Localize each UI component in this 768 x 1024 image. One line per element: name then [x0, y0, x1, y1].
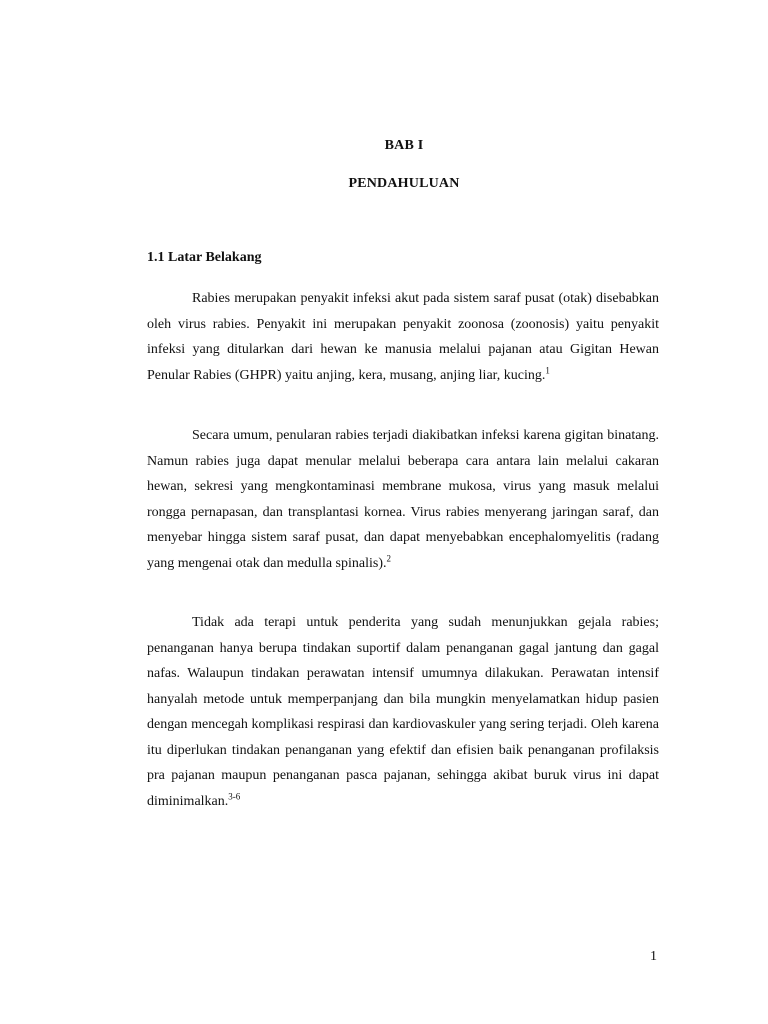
citation-1: 1: [545, 364, 550, 375]
paragraph-2-text: Secara umum, penularan rabies terjadi diakibatkan infeksi karena gigitan binatang. Namun rabies juga dapat menular melalui beberapa cara antara lain melalui cakaran hewan, sekresi yang mengkontaminasi membrane mukosa, virus yang masuk melalui rongga pernapasan, dan transplantasi kornea. Virus rabies menyerang jaringan saraf, dan menyebar hingga sistem saraf pusat, dan dapat menyebabkan encephalomyelitis (radang yang mengenai otak dan medulla spinalis).: [147, 428, 659, 571]
chapter-title: PENDAHULUAN: [348, 176, 460, 191]
paragraph-1-text: Rabies merupakan penyakit infeksi akut pada sistem saraf pusat (otak) disebabkan oleh virus rabies. Penyakit ini merupakan penyakit zoonosa (zoonosis) yaitu penyakit infeksi yang ditularkan dari hewan ke manusia melalui pajanan atau Gigitan Hewan Penular Rabies (GHPR) yaitu anjing, kera, musang, anjing liar, kucing.: [147, 291, 659, 383]
citation-2: 2: [386, 552, 391, 563]
page-number: 1: [650, 949, 657, 964]
chapter-label: BAB I: [384, 138, 424, 153]
citation-3: 3-6: [228, 790, 241, 801]
section-heading: 1.1 Latar Belakang: [147, 250, 262, 265]
paragraph-3: [147, 610, 659, 814]
paragraph-2: [147, 423, 659, 576]
paragraph-3-text: Tidak ada terapi untuk penderita yang sudah menunjukkan gejala rabies; penanganan hanya berupa tindakan suportif dalam penanganan gagal jantung dan gagal nafas. Walaupun tindakan perawatan intensif umumnya dilakukan. Perawatan intensif hanyalah metode untuk memperpanjang dan bila mungkin menyelamatkan hidup pasien dengan mencegah komplikasi respirasi dan kardiovaskuler yang sering terjadi. Oleh karena itu diperlukan tindakan penanganan yang efektif dan efisien baik penanganan profilaksis pra pajanan maupun penanganan pasca pajanan, sehingga akibat buruk virus ini dapat diminimalkan.: [147, 615, 659, 809]
paragraph-1: [147, 286, 659, 388]
